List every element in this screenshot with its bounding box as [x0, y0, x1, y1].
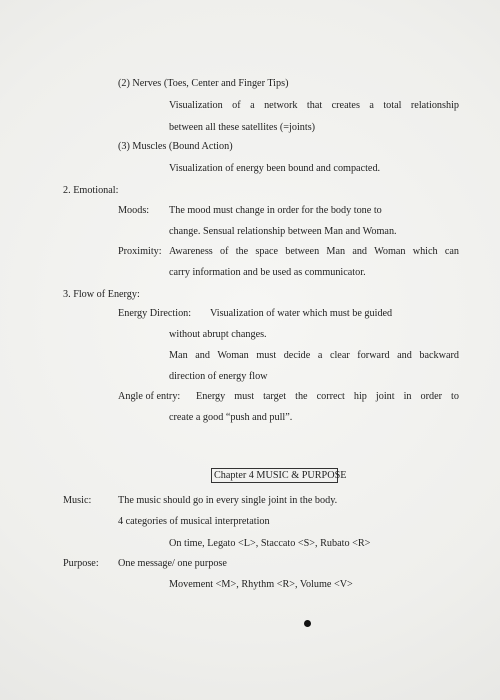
bullet-dot: [304, 620, 311, 627]
angle-of-entry-line1: Energy must target the correct hip joint in order to: [196, 391, 459, 402]
energy-direction-line4: direction of energy flow: [169, 371, 268, 382]
angle-of-entry-label: Angle of entry:: [118, 391, 181, 402]
energy-direction-line1: Visualization of water which must be guided: [210, 308, 393, 319]
energy-direction-line3: Man and Woman must decide a clear forward and backward: [169, 350, 459, 361]
music-label: Music:: [63, 495, 92, 506]
moods-line2: change. Sensual relationship between Man and Woman.: [169, 226, 397, 237]
emotional-heading: 2. Emotional:: [63, 185, 119, 196]
flow-heading: 3. Flow of Energy:: [63, 289, 140, 300]
muscles-heading: (3) Muscles (Bound Action): [118, 141, 233, 152]
nerves-description-line1: Visualization of a network that creates a total relationship: [169, 100, 459, 111]
angle-of-entry-line2: create a good “push and pull”.: [169, 412, 293, 423]
purpose-line1: One message/ one purpose: [118, 558, 227, 569]
proximity-line1: Awareness of the space between Man and Woman which can: [169, 246, 459, 257]
proximity-line2: carry information and be used as communicator.: [169, 267, 366, 278]
proximity-label: Proximity:: [118, 246, 162, 257]
purpose-label: Purpose:: [63, 558, 99, 569]
music-line1: The music should go in every single joint in the body.: [118, 495, 338, 506]
muscles-description: Visualization of energy been bound and compacted.: [169, 163, 381, 174]
moods-label: Moods:: [118, 205, 150, 216]
energy-direction-label: Energy Direction:: [118, 308, 192, 319]
music-line3: On time, Legato <L>, Staccato <S>, Rubato <R>: [169, 538, 371, 549]
music-line2: 4 categories of musical interpretation: [118, 516, 270, 527]
chapter-title: Chapter 4 MUSIC & PURPOSE: [214, 470, 347, 481]
moods-line1: The mood must change in order for the body tone to: [169, 205, 382, 216]
nerves-heading: (2) Nerves (Toes, Center and Finger Tips): [118, 78, 289, 89]
nerves-description-line2: between all these satellites (=joints): [169, 122, 316, 133]
purpose-line2: Movement <M>, Rhythm <R>, Volume <V>: [169, 579, 353, 590]
energy-direction-line2: without abrupt changes.: [169, 329, 267, 340]
